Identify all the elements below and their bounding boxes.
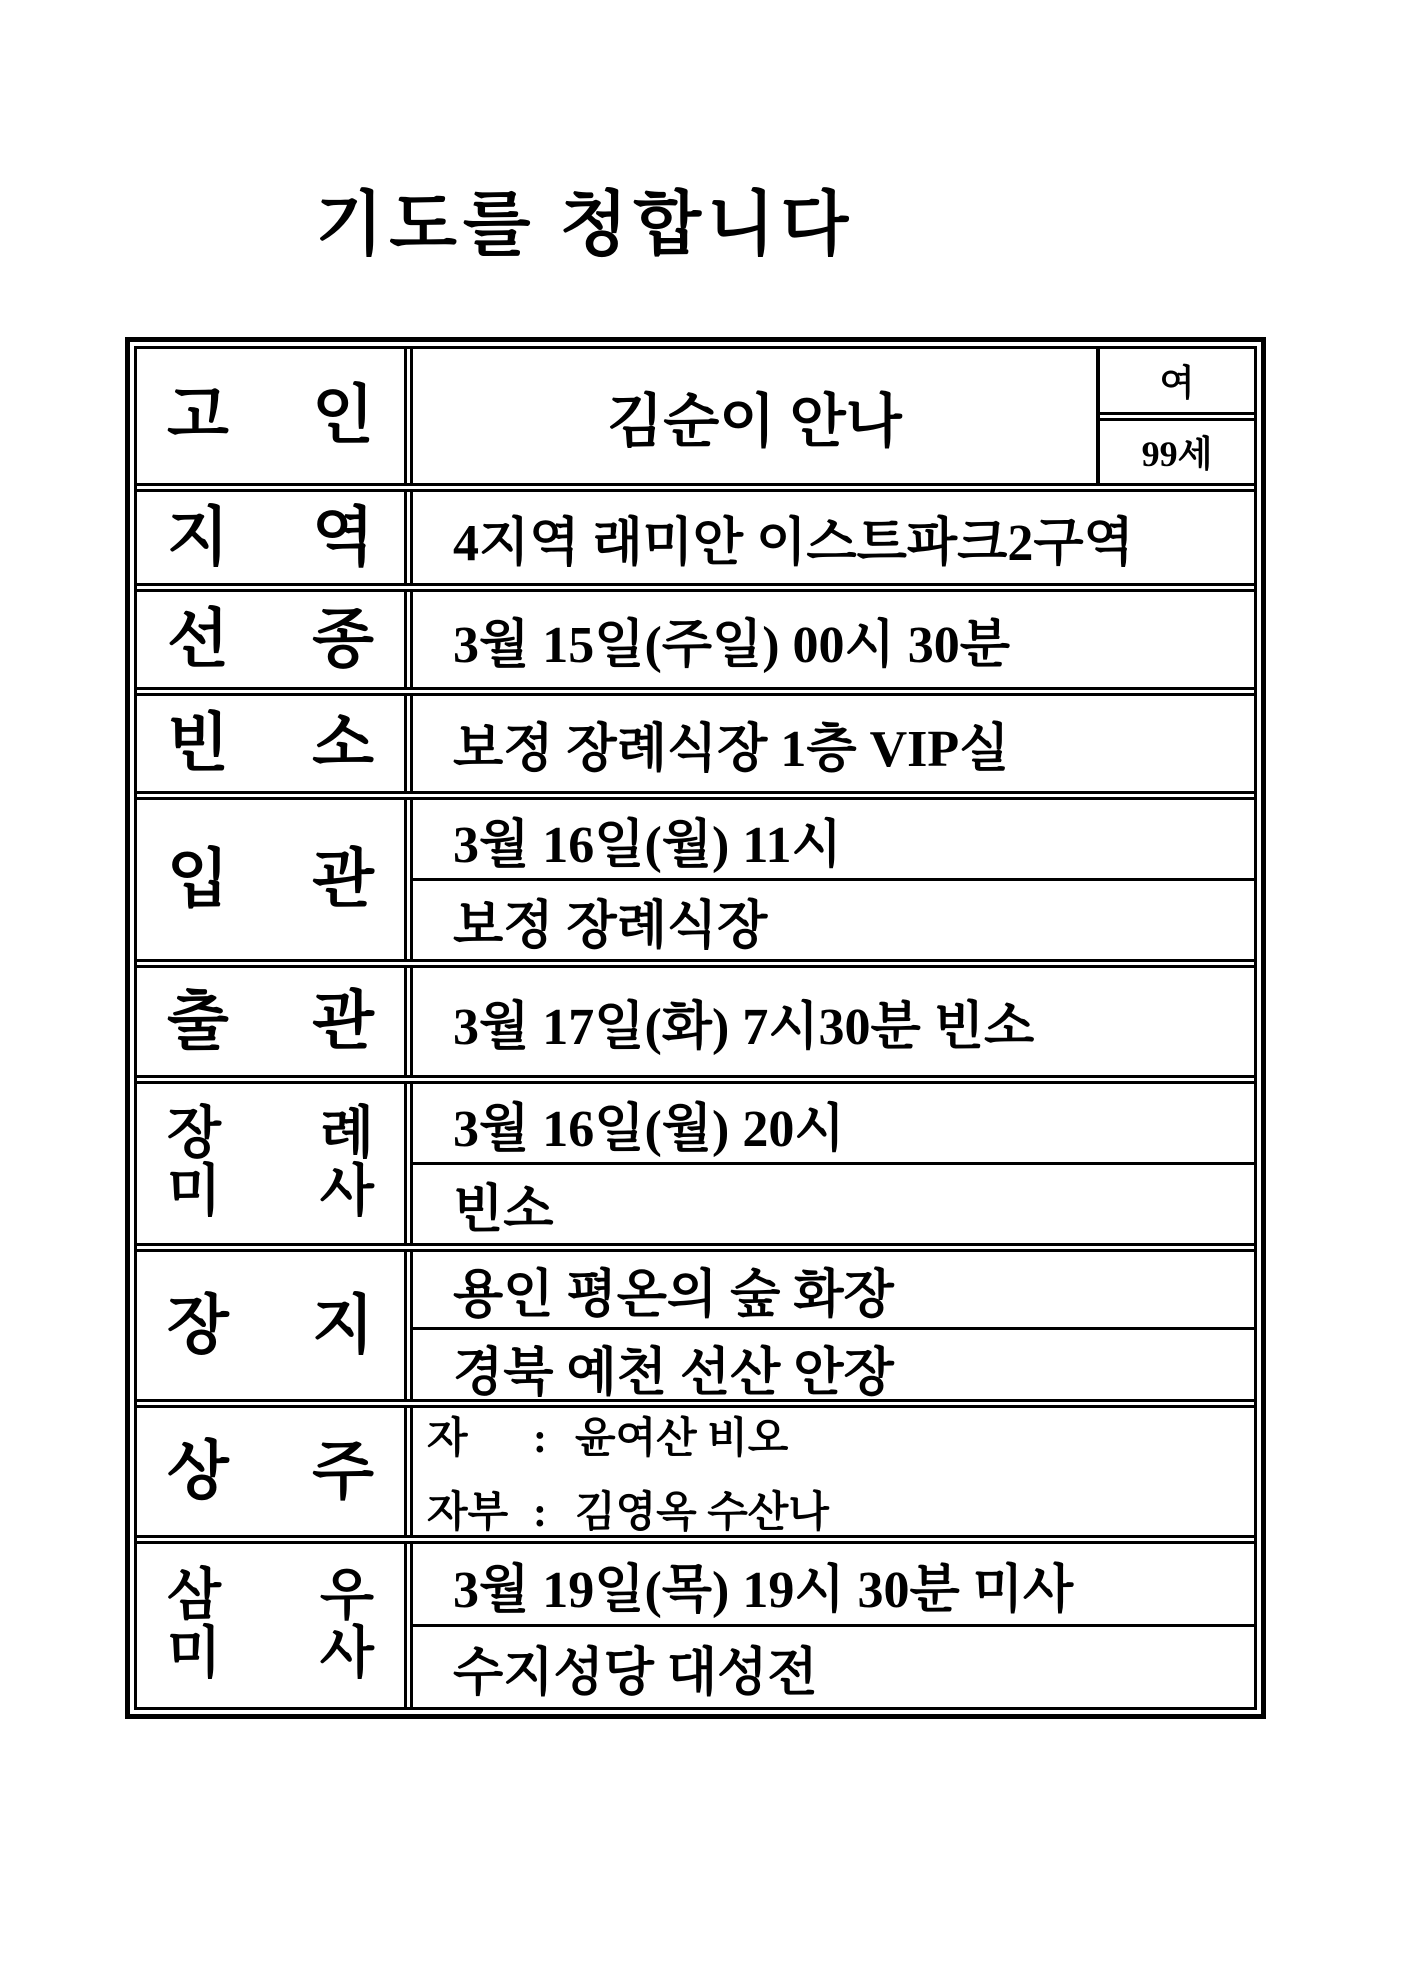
table-row-encoffining: [137, 791, 1254, 959]
label-char: 종: [312, 603, 374, 675]
label-char: 입: [167, 843, 229, 915]
row-label-chief-mourners: [137, 1408, 413, 1535]
table-row-death: [137, 583, 1254, 687]
label-line: [167, 985, 374, 1057]
death-value-area: [413, 592, 1254, 687]
burial-site-interment: 경북 예천 선산 안장: [413, 1327, 1254, 1405]
mourner-name: 윤여산 비오: [575, 1415, 789, 1462]
mourner-role: 자부: [427, 1489, 509, 1536]
mortuary-value-area: [413, 696, 1254, 791]
row-label-third-day-mass: [137, 1544, 413, 1707]
label-char: 관: [312, 985, 374, 1057]
row-label-mortuary: [137, 696, 413, 791]
chief-mourners-list: [413, 1408, 1254, 1535]
third-day-mass-value-area: [413, 1544, 1254, 1707]
third-day-mass-place: 수지성당 대성전: [413, 1624, 1254, 1707]
table-row-region: [137, 483, 1254, 583]
funeral-mass-place: 빈소: [413, 1162, 1254, 1243]
mourner-name: 김영옥 수산나: [575, 1489, 829, 1536]
row-label-burial-site: [137, 1252, 413, 1399]
table-row-mortuary: [137, 687, 1254, 791]
label-char: 선: [167, 603, 229, 675]
table-row-procession: [137, 959, 1254, 1075]
burial-site-value-area: [413, 1252, 1254, 1402]
label-line: [167, 1160, 374, 1223]
label-char: 인: [312, 380, 374, 452]
label-char: 미: [167, 1622, 222, 1685]
row-label-deceased: [137, 349, 413, 483]
label-char: 고: [167, 380, 229, 452]
deceased-name: 김순이 안나: [607, 389, 902, 454]
label-char: 삼: [167, 1565, 222, 1628]
mourner-separator: :: [533, 1415, 547, 1462]
mourner-entry-son: [427, 1405, 1254, 1465]
procession-value-area: [413, 968, 1254, 1075]
gender-age-column: [1096, 349, 1254, 483]
row-label-encoffining: [137, 800, 413, 959]
region-value-area: [413, 492, 1254, 583]
label-char: 출: [167, 985, 229, 1057]
page-title: 기도를 청합니다: [315, 187, 855, 264]
region-value: 4지역 래미안 이스트파크2구역: [453, 515, 1134, 572]
label-char: 우: [319, 1565, 374, 1628]
label-line: [167, 603, 374, 675]
row-label-funeral-mass: [137, 1084, 413, 1243]
table-inner-border: [134, 346, 1257, 1710]
death-value: 3월 15일(주일) 00시 30분: [453, 617, 1011, 674]
label-char: 상: [167, 1435, 229, 1507]
label-line: [167, 1103, 374, 1166]
label-line: [167, 1289, 374, 1361]
label-line: [167, 380, 374, 452]
burial-site-cremation: 용인 평온의 숲 화장: [453, 1267, 894, 1324]
encoffining-place: 보정 장례식장: [413, 878, 1254, 959]
row-label-procession: [137, 968, 413, 1075]
label-line: [167, 1622, 374, 1685]
funeral-notice-table: [125, 337, 1266, 1719]
deceased-gender: 여: [1159, 362, 1195, 403]
funeral-mass-value-area: [413, 1084, 1254, 1243]
label-char: 장: [167, 1289, 229, 1361]
mourner-role: 자: [427, 1415, 468, 1462]
table-row-deceased: [137, 349, 1254, 483]
mourner-separator: :: [533, 1489, 547, 1536]
label-line: [167, 1435, 374, 1507]
label-char: 사: [319, 1160, 374, 1223]
mourner-entry-daughter-in-law: [427, 1479, 1254, 1539]
label-char: 사: [319, 1622, 374, 1685]
label-char: 관: [312, 843, 374, 915]
label-line: [167, 501, 374, 573]
procession-value: 3월 17일(화) 7시30분 빈소: [453, 999, 1035, 1056]
encoffining-datetime: 3월 16일(월) 11시: [453, 816, 842, 874]
table-row-burial-site: [137, 1243, 1254, 1402]
table-row-funeral-mass: [137, 1075, 1254, 1243]
label-char: 소: [312, 707, 374, 779]
label-char: 역: [312, 501, 374, 573]
label-char: 지: [167, 501, 229, 573]
encoffining-value-area: [413, 800, 1254, 959]
table-row-chief-mourners: [137, 1399, 1254, 1535]
label-char: 미: [167, 1160, 222, 1223]
label-line: [167, 707, 374, 779]
label-char: 빈: [167, 707, 229, 779]
table-row-third-day-mass: [137, 1535, 1254, 1707]
label-char: 례: [319, 1103, 374, 1166]
row-label-region: [137, 492, 413, 583]
label-line: [167, 1565, 374, 1628]
label-char: 장: [167, 1103, 222, 1166]
label-char: 지: [312, 1289, 374, 1361]
label-char: 주: [312, 1435, 374, 1507]
mortuary-value: 보정 장례식장 1층 VIP실: [453, 721, 1010, 778]
label-line: [167, 843, 374, 915]
funeral-mass-datetime: 3월 16일(월) 20시: [453, 1100, 845, 1158]
row-label-death: [137, 592, 413, 687]
third-day-mass-datetime: 3월 19일(목) 19시 30분 미사: [453, 1561, 1074, 1619]
deceased-age: 99세: [1100, 412, 1254, 484]
